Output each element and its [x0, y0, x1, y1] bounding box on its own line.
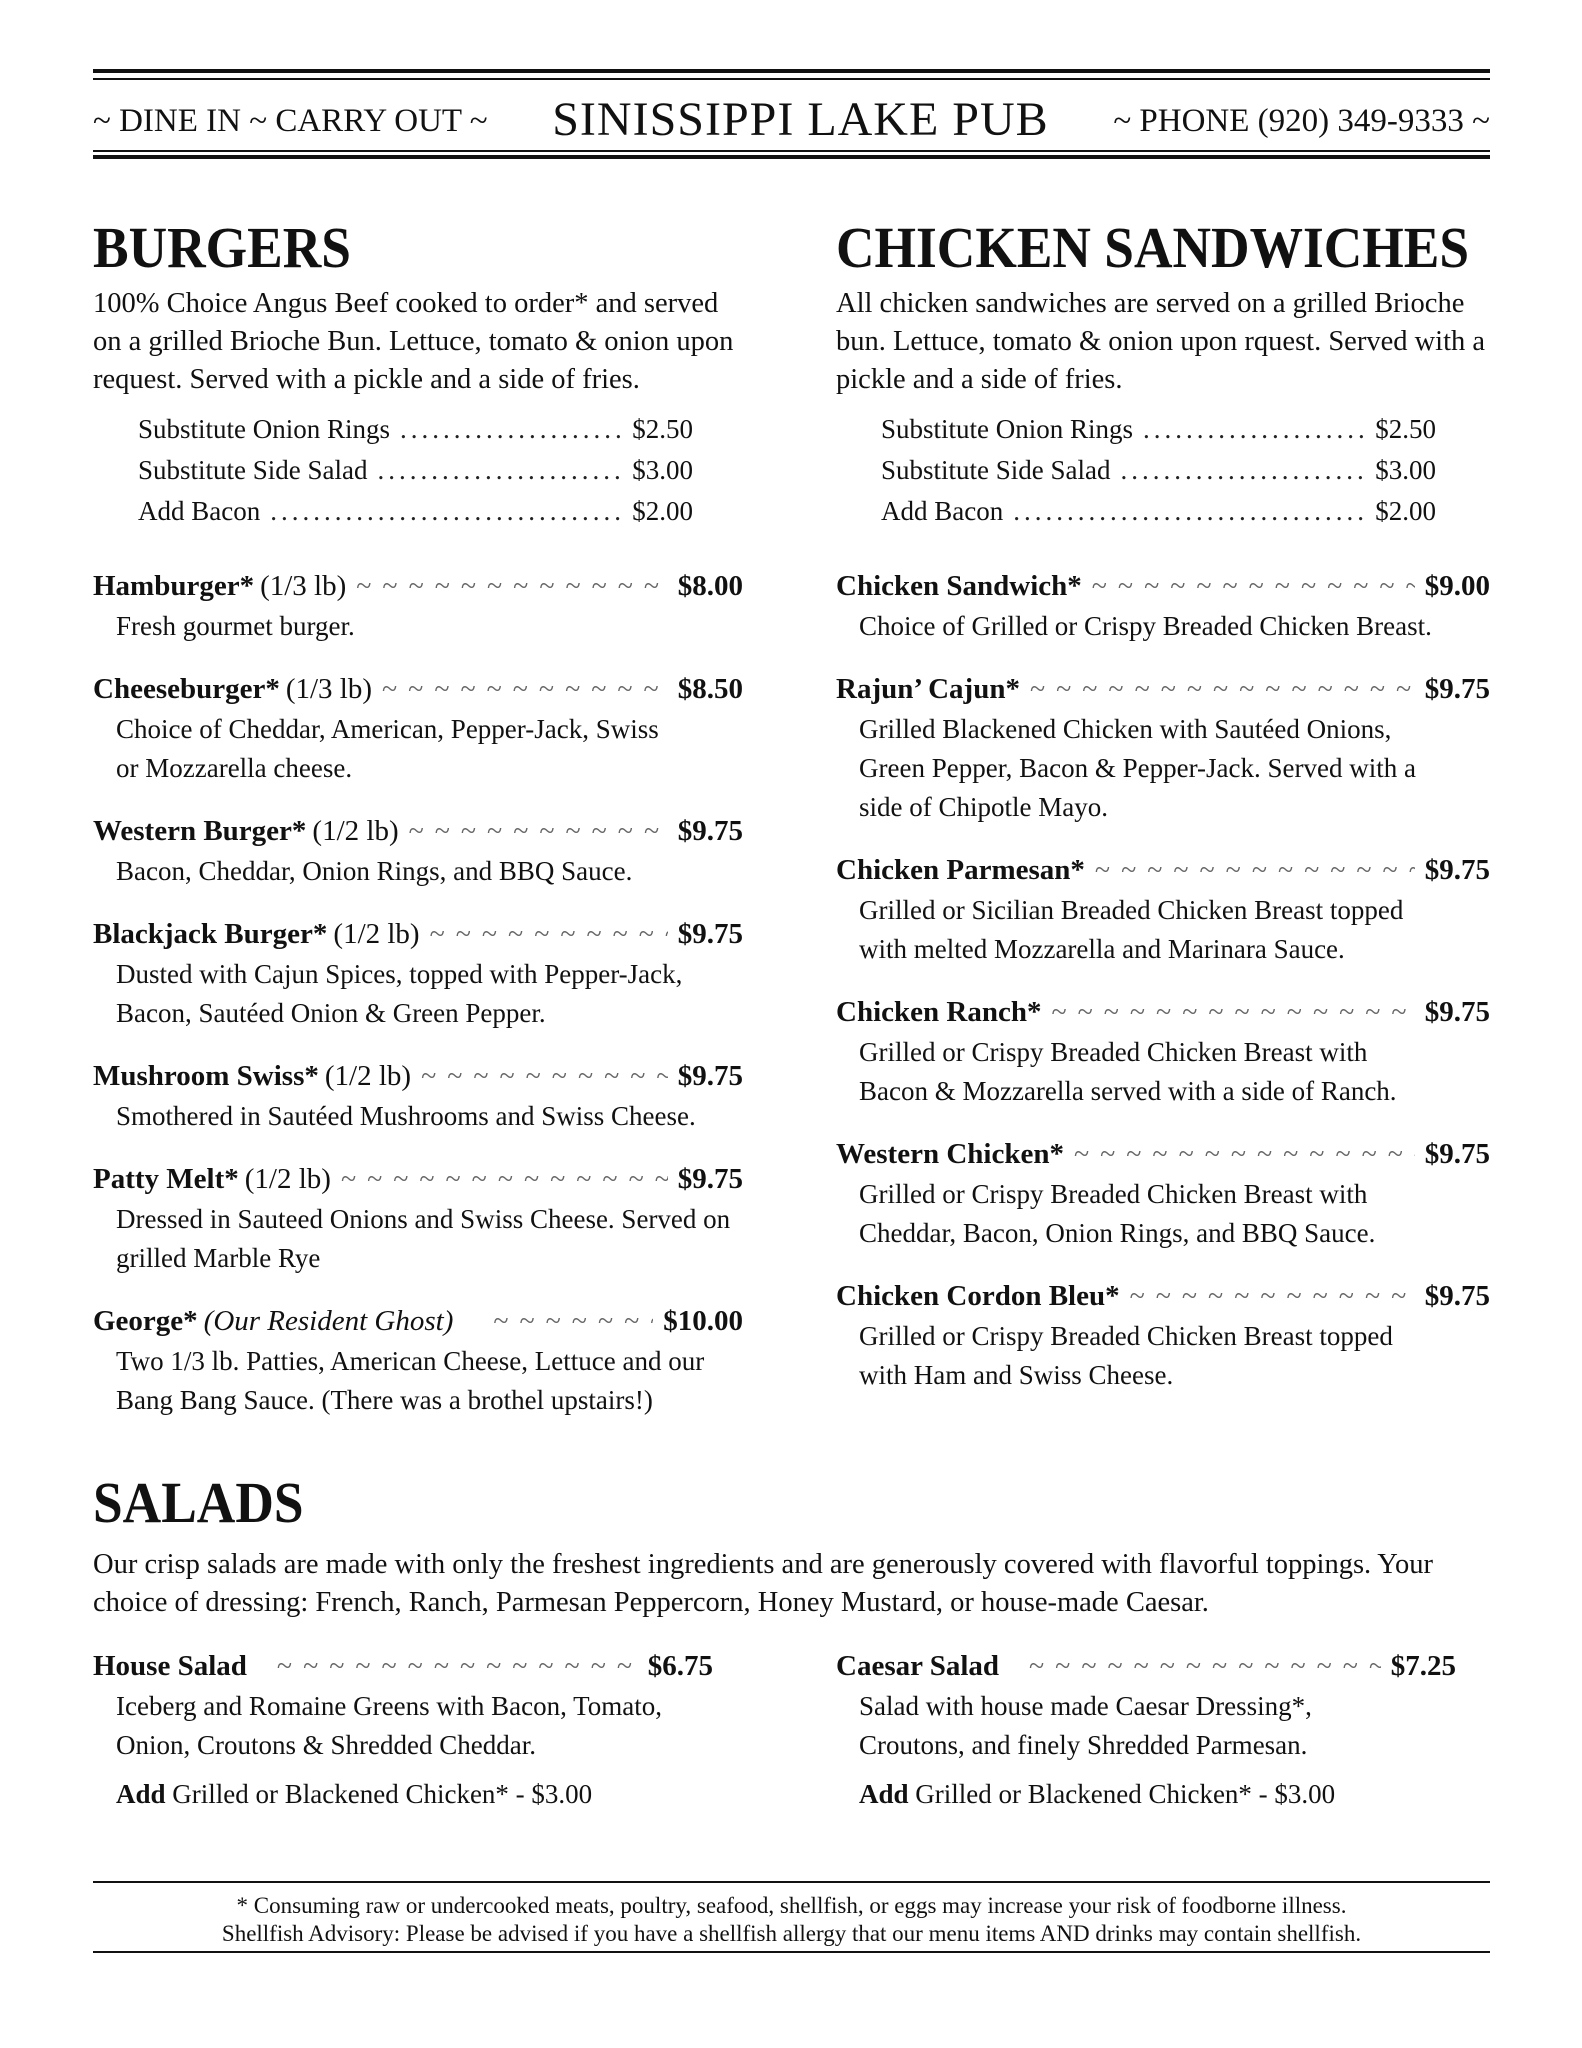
footer-rule-bottom [93, 1951, 1490, 1953]
item-description: Bacon, Cheddar, Onion Rings, and BBQ Sauce. [116, 856, 633, 886]
tilde-leader [277, 1647, 638, 1687]
substitution-row [138, 409, 693, 450]
item-price: $9.75 [677, 815, 743, 847]
restaurant-name: SINISSIPPI LAKE PUB [552, 93, 1049, 146]
menu-item [93, 669, 743, 788]
chicken-substitutions [881, 409, 1436, 532]
addon-label: Add [116, 1779, 166, 1809]
item-size: (1/2 lb) [312, 815, 399, 847]
dot-leader [400, 409, 622, 450]
item-description: Grilled or Sicilian Breaded Chicken Breast topped with melted Mozzarella and Marinara Sauce. [859, 895, 1404, 964]
item-price: $7.25 [1390, 1650, 1456, 1682]
menu-item [836, 1276, 1490, 1395]
foodborne-illness-warning: * Consuming raw or undercooked meats, poultry, seafood, shellfish, or eggs may increase your risk of foodborne illness. [236, 1893, 1347, 1918]
menu-item [93, 811, 743, 891]
substitution-price: $2.50 [632, 414, 693, 444]
addon-text: Grilled or Blackened Chicken* - $3.00 [165, 1779, 593, 1809]
header-rule-bottom-thin [93, 150, 1490, 152]
item-name: Western Chicken* [836, 1138, 1064, 1170]
chicken-title: CHICKEN SANDWICHES [836, 215, 1470, 280]
item-size: (1/2 lb) [324, 1060, 412, 1092]
item-description: Iceberg and Romaine Greens with Bacon, Tomato, Onion, Croutons & Shredded Cheddar. [116, 1691, 662, 1760]
tilde-leader [1130, 1277, 1415, 1317]
salad-addon [116, 1775, 713, 1814]
item-name: Mushroom Swiss* [93, 1060, 319, 1092]
item-price: $6.75 [647, 1650, 713, 1682]
item-price: $8.50 [677, 673, 743, 705]
dot-leader [1013, 491, 1365, 532]
shellfish-advisory: Shellfish Advisory: Please be advised if you have a shellfish allergy that our menu items AND drinks may contain shellfish. [221, 1921, 1362, 1946]
tilde-leader [1030, 670, 1415, 710]
tilde-leader [430, 915, 668, 955]
menu-item [836, 992, 1490, 1111]
menu-item [836, 566, 1490, 646]
substitution-row [138, 450, 693, 491]
header-dine-carry: ~ DINE IN ~ CARRY OUT ~ [93, 103, 488, 139]
item-price: $9.75 [677, 918, 743, 950]
item-name: Chicken Ranch* [836, 996, 1042, 1028]
menu-header [93, 88, 1490, 144]
item-description: Smothered in Sautéed Mushrooms and Swiss Cheese. [116, 1101, 696, 1131]
burgers-title: BURGERS [93, 215, 351, 280]
menu-item [93, 566, 743, 646]
addon-label: Add [859, 1779, 909, 1809]
menu-item [93, 914, 743, 1033]
substitution-row [138, 491, 693, 532]
dot-leader [270, 491, 622, 532]
item-name: Chicken Sandwich* [836, 570, 1082, 602]
item-name: George* [93, 1305, 198, 1337]
tilde-leader [356, 567, 667, 607]
substitution-price: $3.00 [632, 455, 693, 485]
item-description: Dusted with Cajun Spices, topped with Pepper-Jack, Bacon, Sautéed Onion & Green Pepper. [116, 959, 683, 1028]
chicken-items [836, 566, 1490, 1395]
item-name: Western Burger* [93, 815, 307, 847]
substitution-price: $3.00 [1375, 455, 1436, 485]
substitution-label: Substitute Side Salad [881, 455, 1111, 485]
salads-section [93, 1470, 1490, 1622]
item-price: $10.00 [663, 1305, 743, 1337]
salads-title: SALADS [93, 1470, 304, 1535]
substitution-price: $2.00 [1375, 496, 1436, 526]
item-description: Grilled or Crispy Breaded Chicken Breast with Cheddar, Bacon, Onion Rings, and BBQ Sauce. [859, 1179, 1376, 1248]
burgers-substitutions [138, 409, 693, 532]
item-size: (1/3 lb) [285, 673, 373, 705]
tilde-leader [493, 1302, 653, 1342]
header-rule-top-thin [93, 78, 1490, 80]
item-price: $9.75 [1424, 1138, 1490, 1170]
item-size: (1/2 lb) [244, 1163, 331, 1195]
substitution-row [881, 450, 1436, 491]
item-description: Two 1/3 lb. Patties, American Cheese, Lettuce and our Bang Bang Sauce. (There was a brothel upstairs!) [116, 1346, 705, 1415]
menu-item [93, 1056, 743, 1136]
item-description: Choice of Cheddar, American, Pepper-Jack, Swiss or Mozzarella cheese. [116, 714, 659, 783]
item-size: (1/2 lb) [333, 918, 420, 950]
item-description: Grilled or Crispy Breaded Chicken Breast with Bacon & Mozzarella served with a side of Ranch. [859, 1037, 1397, 1106]
tilde-leader [1051, 993, 1414, 1033]
addon-text: Grilled or Blackened Chicken* - $3.00 [908, 1779, 1336, 1809]
substitution-price: $2.00 [632, 496, 693, 526]
item-size: (1/3 lb) [260, 570, 347, 602]
item-price: $9.75 [1424, 996, 1490, 1028]
burgers-description: 100% Choice Angus Beef cooked to order* and served on a grilled Brioche Bun. Lettuce, tomato & onion upon request. Served with a pickle and a side of fries. [93, 288, 734, 395]
house-salad [93, 1646, 713, 1814]
item-name: Hamburger* [93, 570, 255, 602]
substitution-label: Substitute Onion Rings [138, 414, 391, 444]
caesar-salad [836, 1646, 1456, 1814]
item-description: Grilled or Crispy Breaded Chicken Breast topped with Ham and Swiss Cheese. [859, 1321, 1393, 1390]
header-rule-bottom-thick [93, 155, 1490, 159]
tilde-leader [341, 1160, 668, 1200]
chicken-section [836, 215, 1490, 1395]
burgers-items [93, 566, 743, 1420]
substitution-row [881, 491, 1436, 532]
item-name: Patty Melt* [93, 1163, 239, 1195]
burgers-section [93, 215, 743, 1420]
food-safety-footnote [93, 1892, 1490, 1948]
substitution-row [881, 409, 1436, 450]
menu-item [836, 1134, 1490, 1253]
item-price: $8.00 [677, 570, 743, 602]
item-description: Dressed in Sauteed Onions and Swiss Cheese. Served on grilled Marble Rye [116, 1204, 731, 1273]
item-name: House Salad [93, 1650, 247, 1682]
dot-leader [378, 450, 623, 491]
tilde-leader [1029, 1647, 1381, 1687]
item-price: $9.75 [677, 1163, 743, 1195]
item-price: $9.75 [1424, 854, 1490, 886]
tilde-leader [382, 670, 668, 710]
tilde-leader [409, 812, 668, 852]
substitution-label: Substitute Onion Rings [881, 414, 1134, 444]
tilde-leader [421, 1057, 668, 1097]
salad-addon [859, 1775, 1456, 1814]
dot-leader [1143, 409, 1365, 450]
item-name: Cheeseburger* [93, 673, 280, 705]
item-description: Salad with house made Caesar Dressing*, Croutons, and finely Shredded Parmesan. [859, 1691, 1312, 1760]
item-name: Caesar Salad [836, 1650, 1000, 1682]
item-note: (Our Resident Ghost) [203, 1305, 454, 1337]
item-name: Chicken Parmesan* [836, 854, 1085, 886]
footer-rule-top [93, 1881, 1490, 1883]
item-description: Choice of Grilled or Crispy Breaded Chicken Breast. [859, 611, 1432, 641]
tilde-leader [1095, 851, 1415, 891]
item-price: $9.00 [1424, 570, 1490, 602]
item-description: Fresh gourmet burger. [116, 611, 355, 641]
substitution-label: Substitute Side Salad [138, 455, 368, 485]
salads-description: Our crisp salads are made with only the freshest ingredients and are generously covered with flavorful toppings. Your choice of dressing: French, Ranch, Parmesan Peppercorn, Honey Mustard, or house-made Caesar. [93, 1549, 1433, 1618]
menu-item [93, 1301, 743, 1420]
dot-leader [1121, 450, 1366, 491]
header-rule-top-thick [93, 69, 1490, 73]
item-price: $9.75 [1424, 673, 1490, 705]
item-price: $9.75 [677, 1060, 743, 1092]
header-phone: ~ PHONE (920) 349-9333 ~ [1113, 103, 1490, 139]
menu-item [836, 669, 1490, 827]
substitution-label: Add Bacon [138, 496, 261, 526]
item-name: Chicken Cordon Bleu* [836, 1280, 1120, 1312]
tilde-leader [1092, 567, 1415, 607]
item-name: Rajun’ Cajun* [836, 673, 1020, 705]
menu-item [93, 1159, 743, 1278]
chicken-description: All chicken sandwiches are served on a grilled Brioche bun. Lettuce, tomato & onion upon rquest. Served with a pickle and a side of fries. [836, 288, 1486, 395]
menu-item [836, 850, 1490, 969]
substitution-label: Add Bacon [881, 496, 1004, 526]
item-description: Grilled Blackened Chicken with Sautéed Onions, Green Pepper, Bacon & Pepper-Jack. Served with a side of Chipotle Mayo. [859, 714, 1416, 822]
item-name: Blackjack Burger* [93, 918, 328, 950]
item-price: $9.75 [1424, 1280, 1490, 1312]
substitution-price: $2.50 [1375, 414, 1436, 444]
tilde-leader [1074, 1135, 1415, 1175]
